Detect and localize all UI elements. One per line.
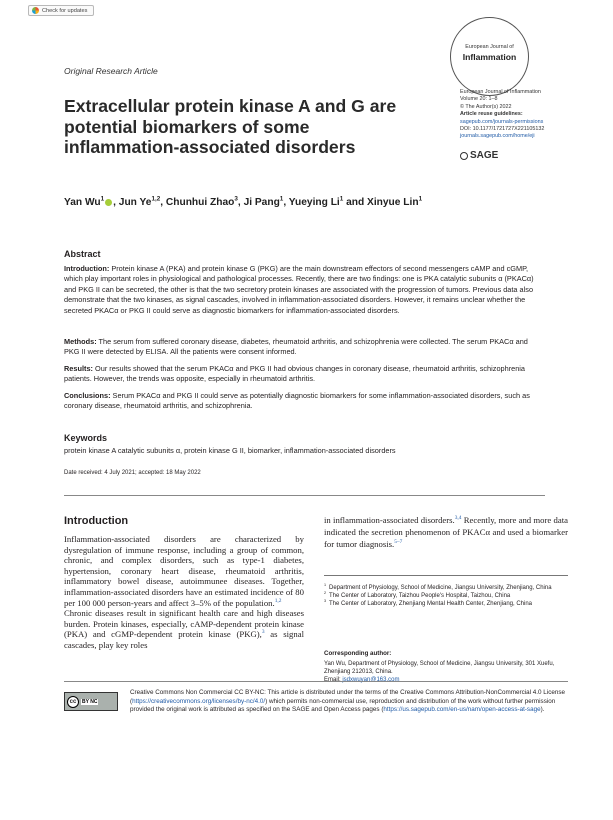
divider [64,495,545,496]
author-list: Yan Wu$^1$ , Jun Ye$^{1,2}$, Chunhui Zhao$^3$, Ji Pang$^1$, Yueying Li$^1$ and Xinyue Lin$^1$ [64,195,423,208]
journal-volume: Volume 20: 1–8 [460,96,498,103]
journal-name: European Journal of Inflammation [460,89,541,95]
corresponding-author: Yan Wu, Department of Physiology, School of Medicine, Jiangsu University, 301 Xuefu, Zhenjiang 212013, China. Email: jsdxwuyan@163.com [324,661,555,684]
check-updates-icon [32,7,39,14]
citation-link[interactable]: 5–7 [394,539,403,546]
orcid-icon[interactable] [105,199,112,206]
reuse-link[interactable]: sagepub.com/journals-permissions [460,118,544,125]
abstract-results-text: Our results showed that the serum PKACα and PKG II had obvious changes in coronary disease, rheumatoid arthritis, schizophrenia patients. However, the trends was opposite, especially in rheumatoid arthritis. [64,364,526,384]
citation-link[interactable]: 3,4 [454,515,462,522]
introduction-heading: Introduction [64,515,129,527]
journal-logo-name: Inflammation [462,52,517,62]
abstract-introduction [64,264,545,316]
intro-paragraph-2-end: as signal cascades, play key roles [64,629,304,650]
intro-paragraph-1: Inflammation-associated disorders are characterized by dysregulation of immune response, including a group of common, chronic, and complex disorders, such as type-1 diabetes, hypertension, coronary heart disease, rheumatoid arthritis, inflammatory bowel disease, autoimmunee diseases. Together, inflammation-associated disorders have an estimated incidence of 80 per 100 000 person-years and affect 3–5% of the population. [64,534,304,608]
author-name: Xinyue Lin [367,197,419,208]
introduction-left-column [64,534,304,651]
cc-badge-text: BY NC [82,698,98,705]
cc-icon: cc [67,696,79,708]
abstract-methods-label: Methods: [64,337,97,346]
affiliation-item: $^2$ The Center of Laboratory, Taizhou People's Hospital, Taizhou, China [324,591,511,600]
abstract-conclusions-label: Conclusions: [64,391,111,400]
abstract-conclusions [64,391,545,412]
abstract-intro-label: Introduction: [64,264,110,273]
footnote-divider [324,575,568,576]
article-type: Original Research Article [64,66,158,76]
affiliations [324,584,568,609]
keywords-heading: Keywords [64,433,108,443]
publisher-name: SAGE [470,150,499,161]
dates: Date received: 4 July 2021; accepted: 18 May 2022 [64,470,201,476]
intro-right-text: in inflammation-associated disorders. [324,515,455,525]
author-affiliation: 1 [279,195,284,203]
author-name: Yueying Li [288,197,340,208]
abstract-methods-text: The serum from suffered coronary disease, diabetes, rheumatoid arthritis, and schizophrenia were collected. The serum PKACα and PKG II were detected by ELISA. All the patients were consent informed. [64,337,528,357]
author-affiliation: 1 [418,195,423,203]
corresponding-author-heading: Corresponding author: [324,650,392,657]
license-link[interactable]: https://creativecommons.org/licenses/by-nc/4.0/ [132,697,266,705]
affiliation-item: $^1$ Department of Physiology, School of Medicine, Jiangsu University, Zhenjiang, China [324,583,552,591]
abstract-intro-text: Protein kinase A (PKA) and protein kinase G (PKG) are the main downstream effectors of second messengers cAMP and cGMP, which play important roles in physiological and pathological processes. Recently, there are two findings: one is PKA catalytic subunits α (PKACα) and PKG II can be secreted, the other is that the two secretory protein kinases are associated with the progression of tumors. Previous data also demonstrate that the two kinases, as signal cascades, involved in inflammation-associated disorders. However, it remains unclear whether the secreted PKACα or PKG II could serve as diagnostic biomarkers for inflammation-associated disorders. [64,264,534,315]
check-for-updates-button[interactable] [28,5,94,16]
license-divider [64,681,568,682]
journal-logo-small: European Journal of [465,44,514,50]
license-text: Creative Commons Non Commercial CC BY-NC: This article is distributed under the terms of the Creative Commons Attribution-NonCommercial 4.0 License (https://creativecommons.org/licenses/by-nc/4.0/) which permits non-commercial use, reproduction and distribution of the work without further permission provided the original work is attributed as specified on the SAGE and Open Access pages (https://us.sagepub.com/en-us/nam/open-access-at-sage). [130,689,565,714]
sage-circle-icon [460,152,468,160]
journal-home-link[interactable]: journals.sagepub.com/home/eji [460,133,535,140]
abstract-results-label: Results: [64,364,93,373]
citation-link[interactable]: 1,2 [274,597,282,604]
introduction-right-column [324,514,568,550]
author-affiliation: 1 [339,195,344,203]
intro-paragraph-2: Chronic diseases result in significant health care and high diseases burden. Protein kinases, especially, cAMP-dependent protein kinase (PKA) and cGMP-dependent protein kinase (PKG), [64,608,304,640]
journal-logo [450,17,529,96]
keywords-text: protein kinase A catalytic subunits α, protein kinase G II, biomarker, inflammation-associated disorders [64,446,396,455]
author-name: Yan Wu [64,197,101,208]
journal-meta [460,89,590,141]
intro-right-text-b: Recently, more and more data indicated the secretion phenomenon of PKACα and used a biomarker for tumor diagnosis. [324,515,568,549]
author-affiliation: 1,2 [151,195,161,203]
author-name: Ji Pang [243,197,280,208]
reuse-label: Article reuse guidelines: [460,111,523,118]
doi: DOI: 10.1177/1721727X221105132 [460,126,545,133]
author-affiliation: 1 [100,195,105,203]
sage-logo [460,150,498,161]
cc-license-badge[interactable] [64,692,118,711]
email-link[interactable]: jsdxwuyan@163.com [342,677,400,684]
abstract-conclusions-text: Serum PKACα and PKG II could serve as potentially diagnostic biomarkers for some inflammation-associated disorders, such as coronary disease, rheumatoid arthritis, and schizophrenia. [64,391,530,411]
author-name: Jun Ye [118,197,152,208]
abstract-results [64,364,545,385]
abstract-heading: Abstract [64,249,101,259]
journal-copyright: © The Author(s) 2022 [460,103,512,110]
page-title: Extracellular protein kinase A and G are potential biomarkers of some inflammation-associated disorders [64,96,397,157]
citation-link[interactable]: 3 [261,629,265,636]
open-access-link[interactable]: https://us.sagepub.com/en-us/nam/open-access-at-sage [383,706,541,714]
check-updates-label: Check for updates [42,7,88,14]
affiliation-item: $^3$ The Center of Laboratory, Zhenjiang Mental Health Center, Zhenjiang, China [324,599,533,608]
author-affiliation: 3 [234,195,238,203]
author-name: Chunhui Zhao [165,197,235,208]
abstract-methods [64,337,545,358]
